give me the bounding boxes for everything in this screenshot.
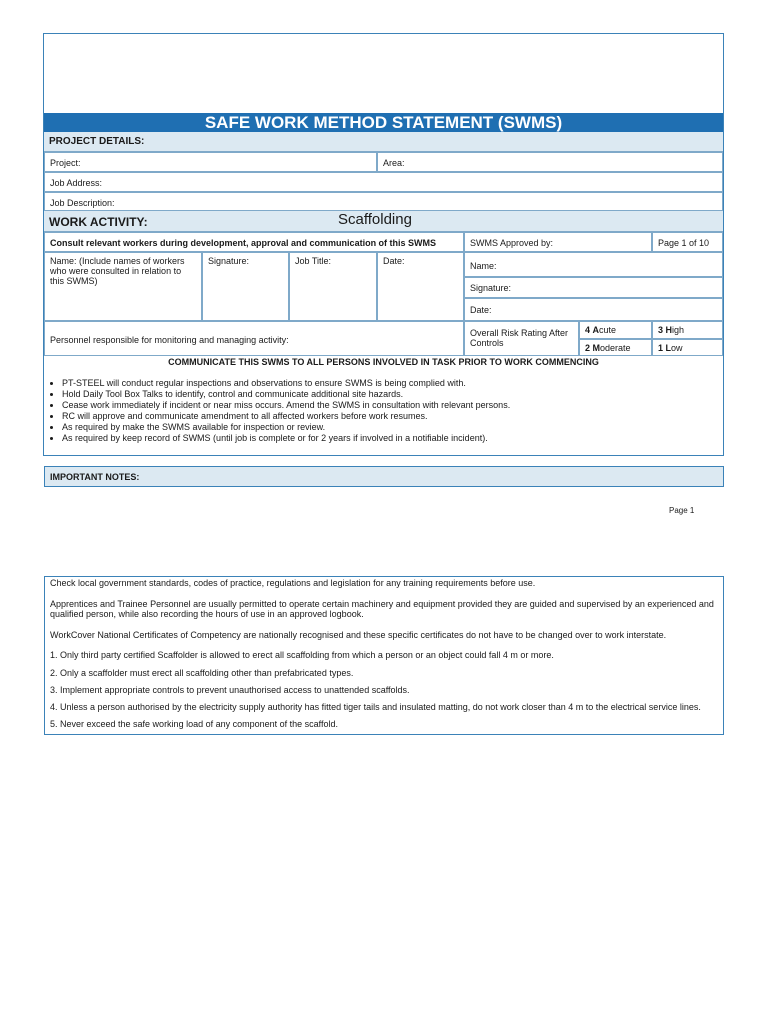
job-title-label: Job Title: xyxy=(295,256,332,266)
approver-name-field[interactable] xyxy=(464,252,723,277)
risk-acute-option[interactable]: 4 Acute xyxy=(579,321,652,339)
risk-moderate-option[interactable]: 2 Moderate xyxy=(579,339,652,356)
communication-bullet: • RC will approve and communicate amendment to all affected workers before work resumes. xyxy=(62,411,721,422)
note-workcover: WorkCover National Certificates of Competency are nationally recognised and these specific certificates do not have to be changed over to work interstate. xyxy=(50,630,667,640)
approver-signature-field[interactable] xyxy=(464,277,723,298)
personnel-responsible-label: Personnel responsible for monitoring and managing activity: xyxy=(50,335,289,345)
job-description-label: Job Description: xyxy=(50,198,115,208)
important-notes-label: IMPORTANT NOTES: xyxy=(50,472,140,482)
work-activity-value: Scaffolding xyxy=(338,211,412,228)
approver-date-field[interactable] xyxy=(464,298,723,321)
communication-bullet: • As required by keep record of SWMS (until job is complete or for 2 years if involved in a notifiable incident). xyxy=(62,433,721,444)
communication-bullet: • As required by make the SWMS available for inspection or review. xyxy=(62,422,721,433)
area-label: Area: xyxy=(383,158,405,168)
note-rule-3: 3. Implement appropriate controls to prevent unauthorised access to unattended scaffolds. xyxy=(50,685,410,695)
work-activity-label: WORK ACTIVITY: xyxy=(49,215,148,229)
form-title: SAFE WORK METHOD STATEMENT (SWMS) xyxy=(44,113,723,132)
note-apprentices: Apprentices and Trainee Personnel are usually permitted to operate certain machinery and equipment provided they are guided and supervised by an experienced and qualified person, while also recording the hours of use in an approved logbook. xyxy=(50,599,714,619)
risk-low-option[interactable]: 1 Low xyxy=(652,339,723,356)
job-address-field[interactable] xyxy=(44,172,723,192)
communication-bullet: • Cease work immediately if incident or near miss occurs. Amend the SWMS in consultation with relevant persons. xyxy=(62,400,721,411)
page-indicator: Page 1 of 10 xyxy=(652,232,723,252)
project-details-label: PROJECT DETAILS: xyxy=(49,136,145,147)
signature-field[interactable] xyxy=(202,252,289,321)
note-rule-5: 5. Never exceed the safe working load of any component of the scaffold. xyxy=(50,719,339,729)
note-training: Check local government standards, codes of practice, regulations and legislation for any training requirements before use. xyxy=(50,578,536,588)
important-notes-bar xyxy=(44,466,724,487)
consulted-names-field[interactable] xyxy=(44,252,202,321)
approved-by-field[interactable] xyxy=(464,232,652,252)
communication-bullet: • Hold Daily Tool Box Talks to identify, control and communicate additional site hazards. xyxy=(62,389,721,400)
date-field[interactable] xyxy=(377,252,464,321)
job-title-field[interactable] xyxy=(289,252,377,321)
risk-high-option[interactable]: 3 High xyxy=(652,321,723,339)
job-address-label: Job Address: xyxy=(50,178,103,188)
project-details-header xyxy=(44,132,723,152)
work-activity-row xyxy=(44,211,723,232)
area-field[interactable] xyxy=(377,152,723,172)
approved-by-label: SWMS Approved by: xyxy=(470,238,554,248)
page-footer-number: Page 1 xyxy=(669,506,695,515)
project-label: Project: xyxy=(50,158,81,168)
approver-signature-label: Signature: xyxy=(470,283,512,293)
personnel-responsible-field[interactable] xyxy=(44,321,464,356)
consulted-names-label: Name: (Include names of workers who were consulted in relation to this SWMS) xyxy=(50,256,185,286)
communicate-heading: COMMUNICATE THIS SWMS TO ALL PERSONS INVOLVED IN TASK PRIOR TO WORK COMMENCING xyxy=(168,357,599,367)
date-label: Date: xyxy=(383,256,405,266)
overall-risk-label: Overall Risk Rating After Controls xyxy=(464,321,579,356)
job-description-field[interactable] xyxy=(44,192,723,211)
project-field[interactable] xyxy=(44,152,377,172)
communication-bullets xyxy=(46,378,721,444)
signature-label: Signature: xyxy=(208,256,250,266)
approver-date-label: Date: xyxy=(470,305,492,315)
approver-name-label: Name: xyxy=(470,261,497,271)
note-rule-1: 1. Only third party certified Scaffolder is allowed to erect all scaffolding from which a person or an object could fall 4 m or more. xyxy=(50,650,554,660)
communication-bullet: • PT-STEEL will conduct regular inspections and observations to ensure SWMS is being complied with. xyxy=(62,378,721,389)
consult-heading: Consult relevant workers during development, approval and communication of this SWMS xyxy=(44,232,464,252)
note-rule-2: 2. Only a scaffolder must erect all scaffolding other than prefabricated types. xyxy=(50,668,354,678)
note-rule-4: 4. Unless a person authorised by the electricity supply authority has fitted tiger tails and insulated matting, do not work closer than 4 m to the electrical service lines. xyxy=(50,702,701,712)
